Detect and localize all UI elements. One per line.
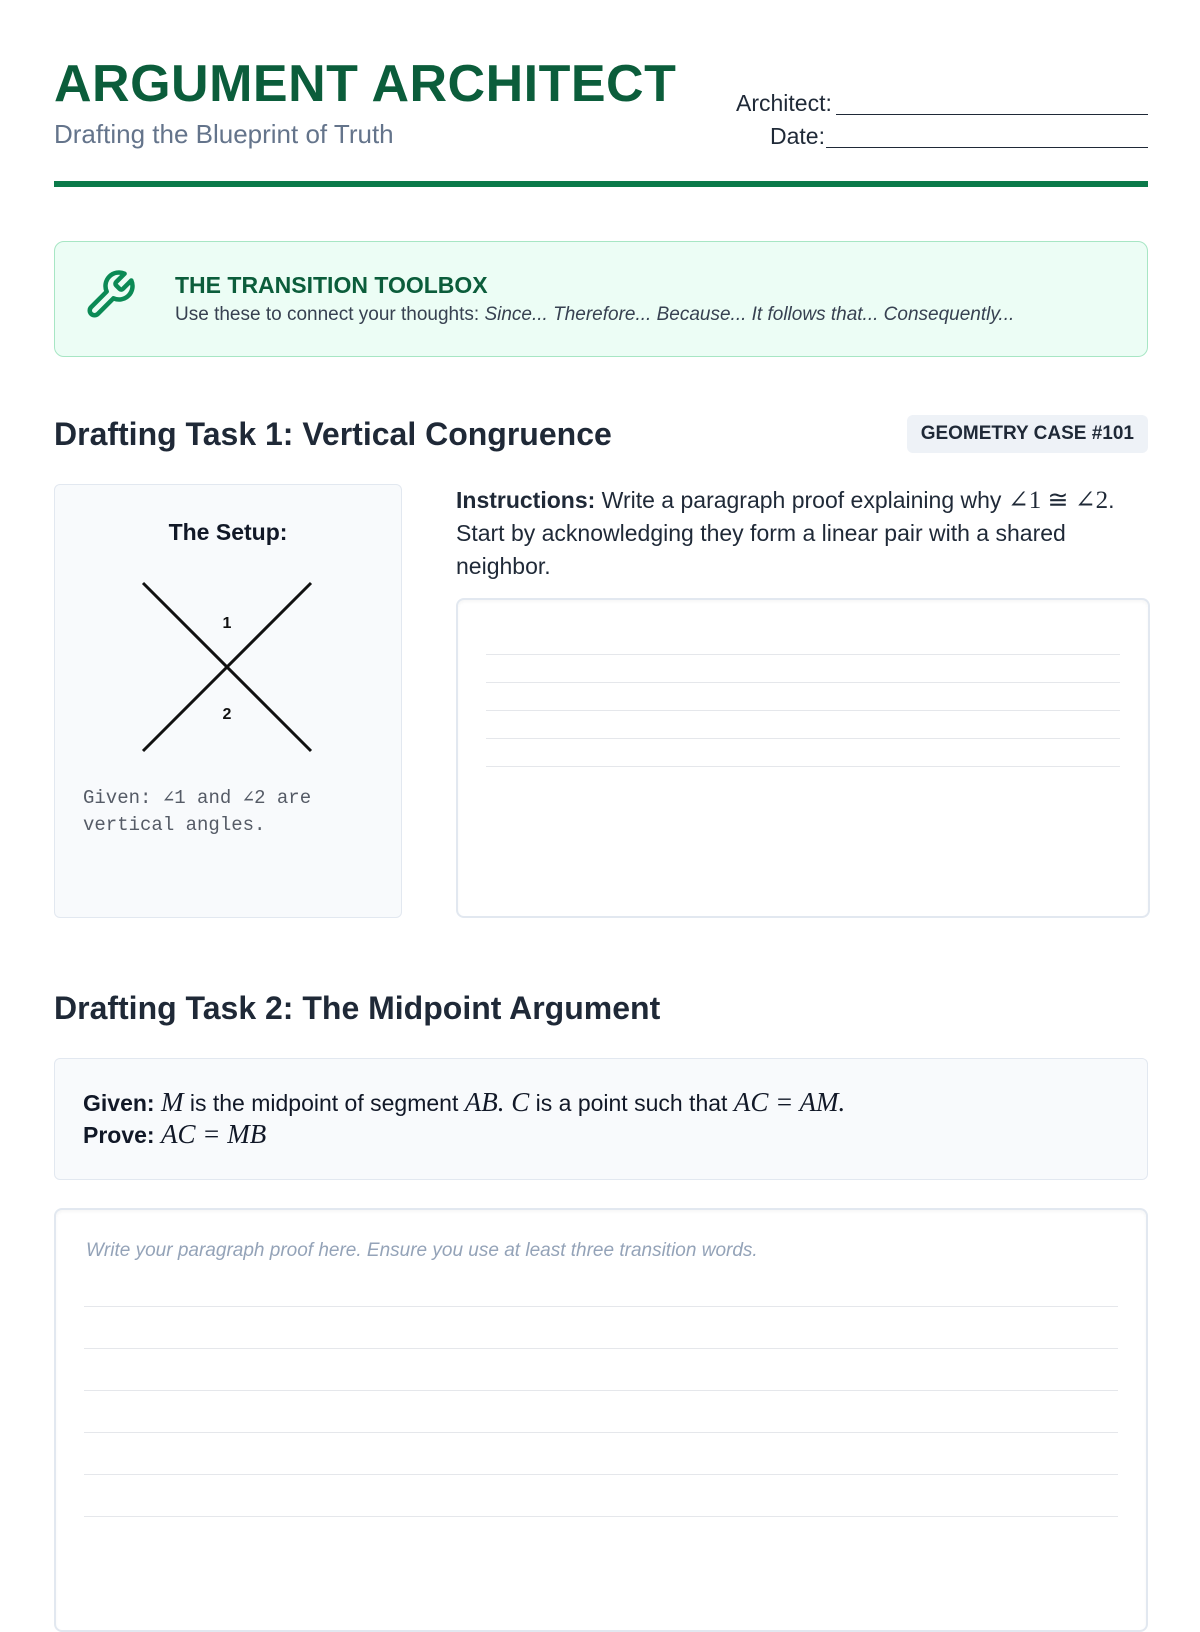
- task1-answer-box[interactable]: [456, 598, 1150, 918]
- case-badge: GEOMETRY CASE #101: [907, 415, 1148, 453]
- header-divider: [54, 181, 1148, 187]
- task2-given: [83, 1087, 845, 1118]
- writing-line: [84, 1474, 1118, 1475]
- given-eq: AC = AM: [733, 1087, 839, 1117]
- task2-answer-box[interactable]: [54, 1208, 1148, 1632]
- writing-line: [84, 1306, 1118, 1307]
- architect-label: Architect:: [736, 90, 832, 116]
- writing-line: [486, 738, 1120, 739]
- page-title: ARGUMENT ARCHITECT: [54, 55, 677, 113]
- toolbox-title: THE TRANSITION TOOLBOX: [175, 272, 488, 298]
- instructions-text-a: Write a paragraph proof explaining why: [595, 487, 1008, 513]
- instructions-label: Instructions:: [456, 487, 596, 513]
- writing-line: [486, 710, 1120, 711]
- header: [54, 54, 1148, 186]
- angle-label-2: 2: [222, 706, 232, 723]
- writing-line: [84, 1432, 1118, 1433]
- setup-given: Given: ∠1 and ∠2 are vertical angles.: [83, 787, 312, 836]
- angle-label-1: 1: [222, 615, 232, 632]
- setup-title: The Setup:: [168, 519, 288, 545]
- setup-panel: [54, 484, 402, 918]
- instructions-math: ∠1 ≅ ∠2: [1007, 487, 1109, 514]
- given-dot: .: [497, 1087, 512, 1117]
- worksheet-page: [54, 0, 1148, 1600]
- date-label: Date:: [770, 123, 825, 149]
- prove-label: Prove:: [83, 1122, 155, 1148]
- writing-line: [84, 1516, 1118, 1517]
- transition-toolbox: [54, 241, 1148, 357]
- name-date-fields: [728, 88, 1148, 154]
- task1-instructions: [456, 484, 1136, 583]
- date-field[interactable]: [728, 121, 1148, 154]
- given-ab: AB: [464, 1087, 498, 1117]
- task1-title: Drafting Task 1: Vertical Congruence: [54, 416, 612, 452]
- given-end: .: [838, 1087, 846, 1117]
- toolbox-words: Since... Therefore... Because... It follows that... Consequently...: [484, 304, 1015, 325]
- toolbox-intro: Use these to connect your thoughts:: [175, 304, 485, 325]
- writing-line: [84, 1390, 1118, 1391]
- task2-prove: [83, 1119, 266, 1150]
- answer-placeholder: Write your paragraph proof here. Ensure you use at least three transition words.: [86, 1240, 758, 1261]
- given-text-a: is the midpoint of segment: [183, 1090, 465, 1116]
- given-m: M: [160, 1087, 184, 1117]
- wrench-icon: [83, 268, 137, 322]
- vertical-angles-diagram: [139, 579, 315, 755]
- given-label: Given:: [83, 1090, 155, 1116]
- given-text-b: is a point such that: [529, 1090, 734, 1116]
- task2-title: Drafting Task 2: The Midpoint Argument: [54, 990, 661, 1026]
- date-blank-line[interactable]: [826, 147, 1148, 148]
- instructions-text-b: . Start by acknowledging they form a linear pair with a shared neighbor.: [456, 487, 1115, 579]
- toolbox-text: [175, 304, 1014, 326]
- given-c: C: [511, 1087, 530, 1117]
- prove-eq: AC = MB: [160, 1119, 267, 1149]
- writing-line: [486, 654, 1120, 655]
- writing-line: [486, 766, 1120, 767]
- architect-blank-line[interactable]: [836, 114, 1148, 115]
- page-subtitle: Drafting the Blueprint of Truth: [54, 119, 394, 149]
- task2-given-box: [54, 1058, 1148, 1180]
- writing-line: [84, 1348, 1118, 1349]
- writing-line: [486, 682, 1120, 683]
- architect-field[interactable]: [728, 88, 1148, 121]
